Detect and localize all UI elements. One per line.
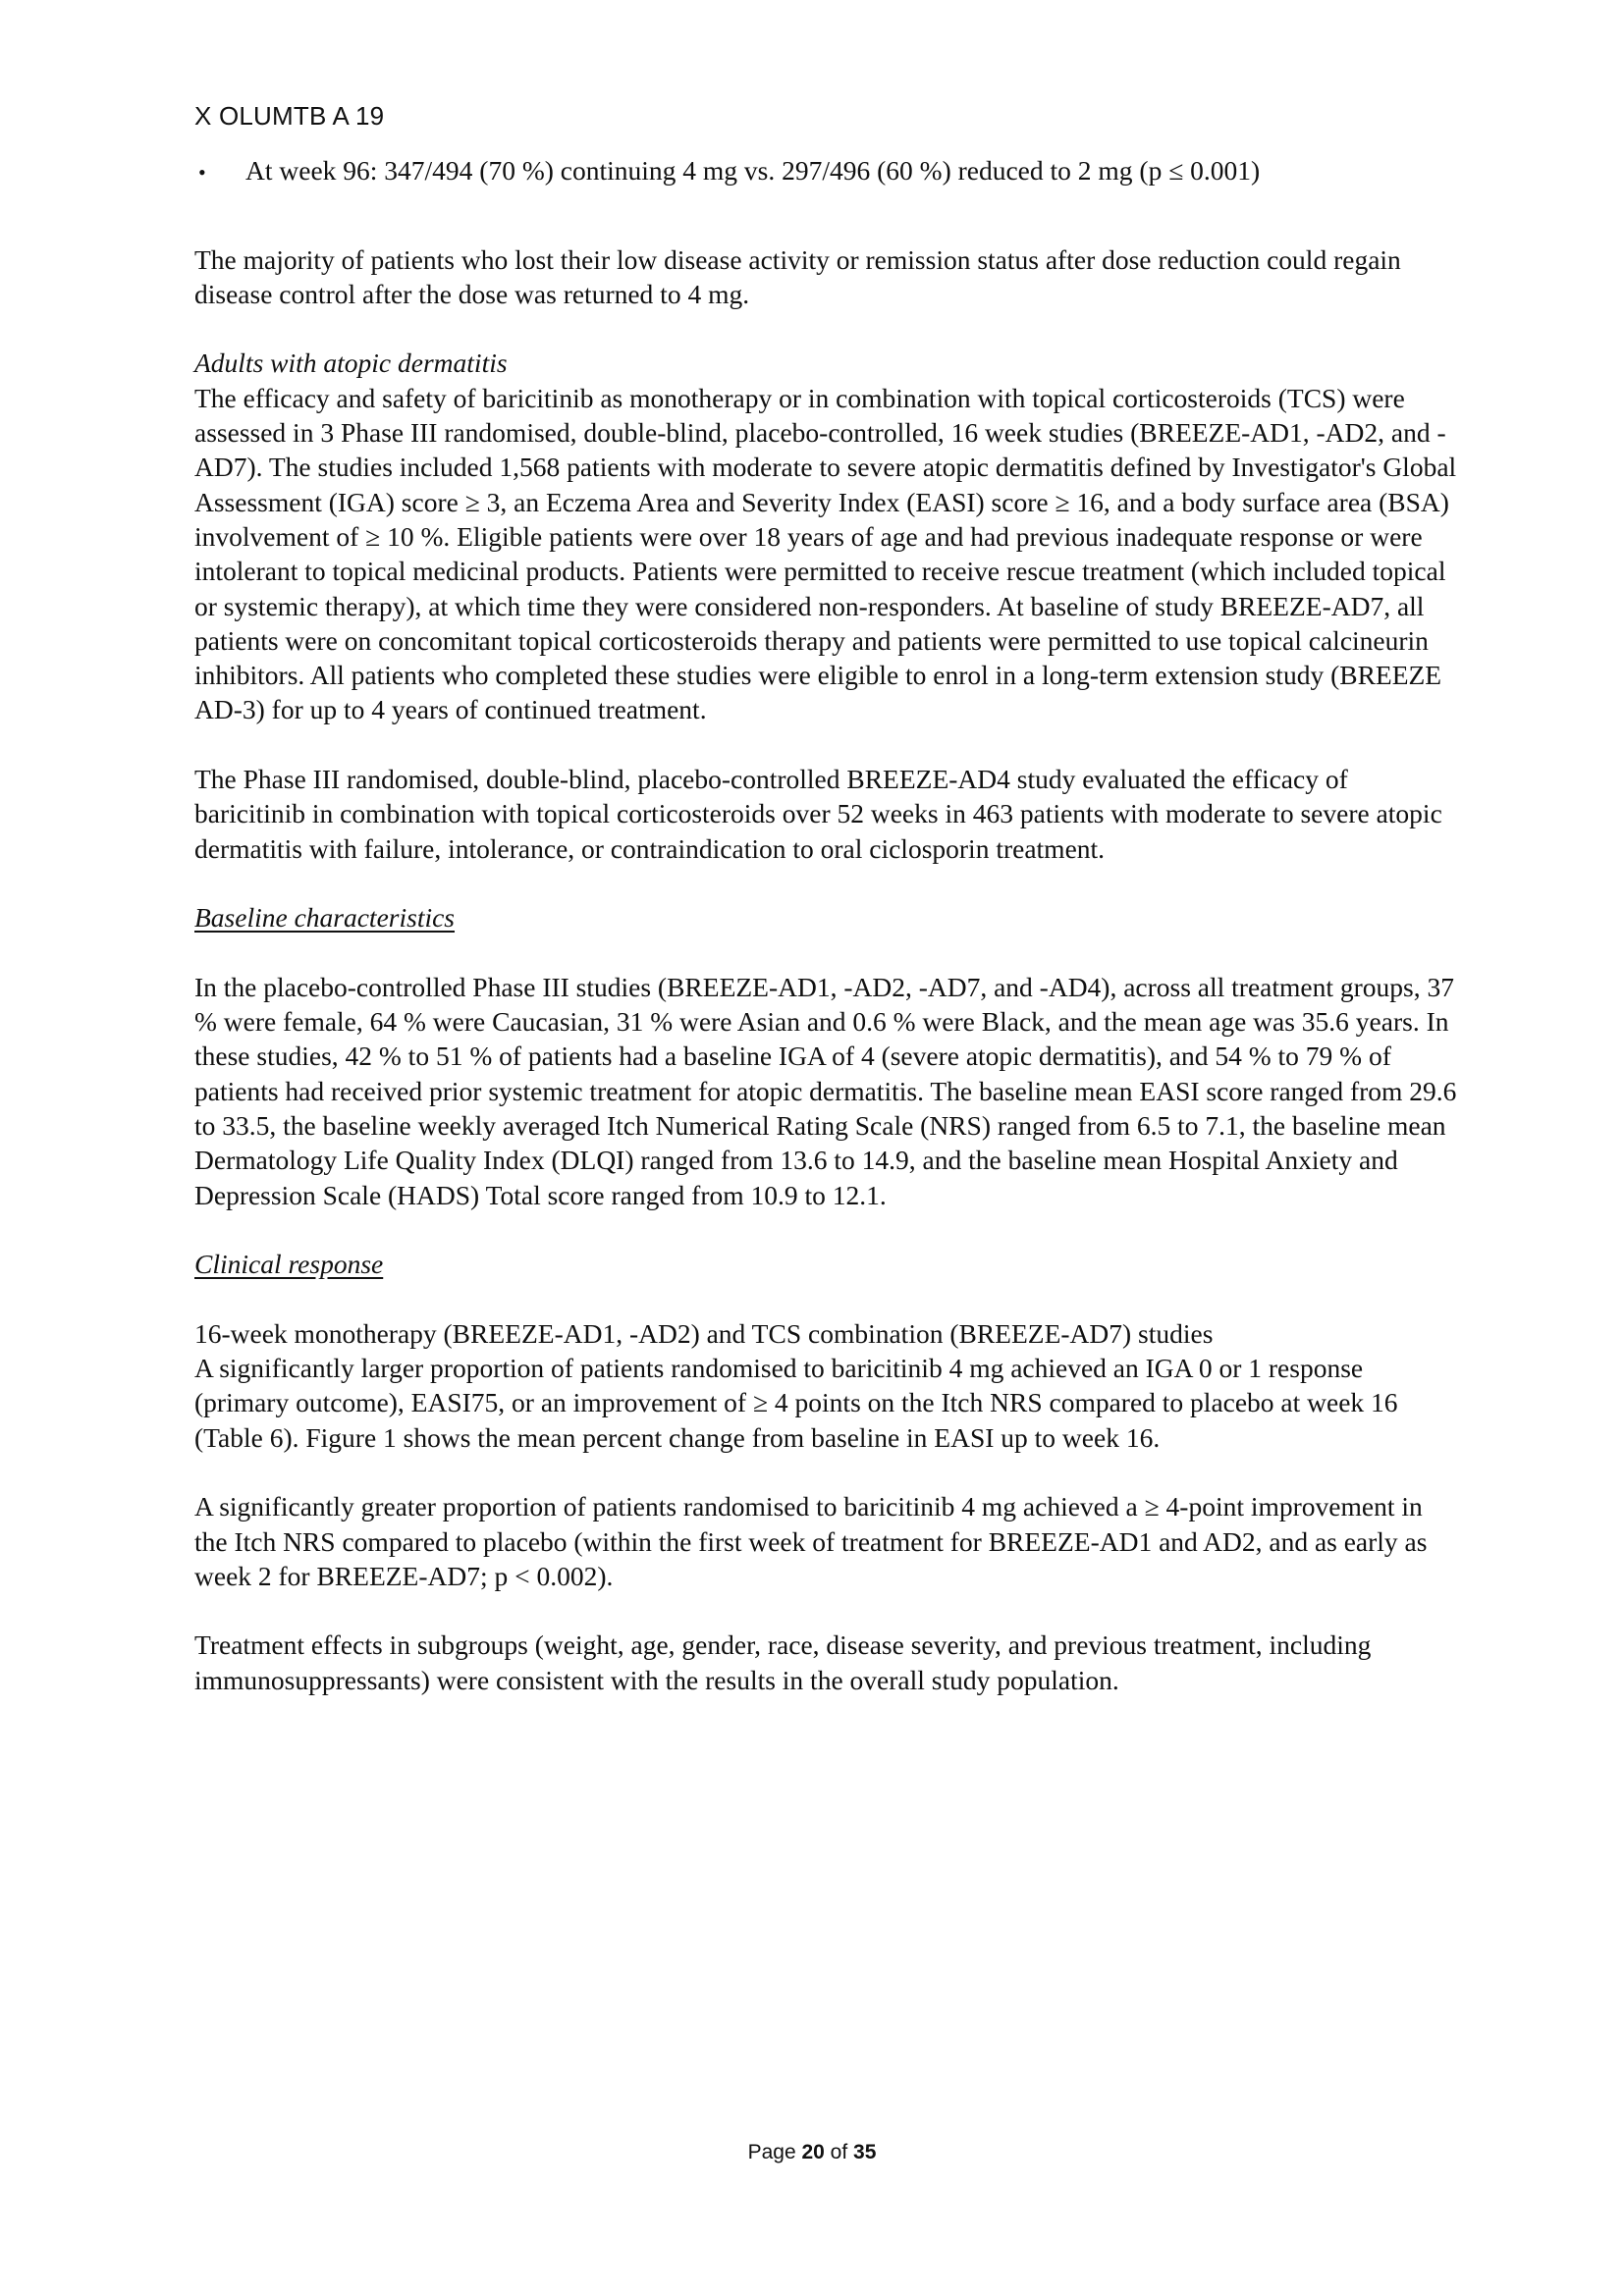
section-heading-baseline: Baseline characteristics [194, 902, 456, 934]
paragraph-adults-body: The efficacy and safety of baricitinib as monotherapy or in combination with topical corticosteroids (TCS) were assessed in 3 Phase III randomised, double-blind, placebo-controlled, 16 week studies (BREEZE-AD1, -AD2, and -AD7). The studies included 1,568 patients with moderate to severe atopic dermatitis defined by Investigator's Global Assessment (IGA) score ≥ 3, an Eczema Area and Severity Index (EASI) score ≥ 16, and a body surface area (BSA) involvement of ≥ 10 %. Eligible patients were over 18 years of age and had previous inadequate response or were intolerant to topical medicinal products. Patients were permitted to receive rescue treatment (which included topical or systemic therapy), at which time they were considered non-responders. At baseline of study BREEZE-AD7, all patients were on concomitant topical corticosteroids therapy and patients were permitted to use topical calcineurin inhibitors. All patients who completed these studies were eligible to enrol in a long-term extension study (BREEZE AD-3) for up to 4 years of continued treatment. [194, 382, 1457, 725]
page-label: Page [747, 2141, 802, 2163]
page-separator: of [824, 2141, 854, 2163]
bullet-text: At week 96: 347/494 (70 %) continuing 4 mg vs. 297/496 (60 %) reduced to 2 mg (p ≤ 0.001) [245, 155, 1261, 186]
page-current: 20 [801, 2141, 825, 2163]
clinical-subheading: 16-week monotherapy (BREEZE-AD1, -AD2) and TCS combination (BREEZE-AD7) studies [194, 1317, 1214, 1349]
paragraph-breeze-ad4: The Phase III randomised, double-blind, placebo-controlled BREEZE-AD4 study evaluated the efficacy of baricitinib in combination with topical corticosteroids over 52 weeks in 463 patients with moderate to severe atopic dermatitis with failure, intolerance, or contraindication to oral ciclosporin treatment. [194, 764, 1442, 864]
section-heading-adults: Adults with atopic dermatitis [194, 347, 508, 379]
paragraph-itch: A significantly greater proportion of patients randomised to baricitinib 4 mg achieved a ≥ 4-point improvement in the Itch NRS compared to placebo (within the first week of treatment for BREEZE-AD1 and AD2, and as early as week 2 for BREEZE-AD7; p < 0.002). [194, 1491, 1428, 1591]
paragraph-baseline-body: In the placebo-controlled Phase III studies (BREEZE-AD1, -AD2, -AD7, and -AD4), across all treatment groups, 37 % were female, 64 % were Caucasian, 31 % were Asian and 0.6 % were Black, and the mean age was 35.6 years. In these studies, 42 % to 51 % of patients had a baseline IGA of 4 (severe atopic dermatitis), and 54 % to 79 % of patients had received prior systemic treatment for atopic dermatitis. The baseline mean EASI score ranged from 29.6 to 33.5, the baseline weekly averaged Itch Numerical Rating Scale (NRS) ranged from 6.5 to 7.1, the baseline mean Dermatology Life Quality Index (DLQI) ranged from 13.6 to 14.9, and the baseline mean Hospital Anxiety and Depression Scale (HADS) Total score ranged from 10.9 to 12.1. [194, 971, 1457, 1210]
bullet-item [194, 153, 1461, 189]
paragraph-majority: The majority of patients who lost their low disease activity or remission status after dose reduction could regain disease control after the dose was returned to 4 mg. [194, 243, 1401, 309]
section-heading-clinical: Clinical response [194, 1249, 384, 1280]
paragraph-subgroups: Treatment effects in subgroups (weight, age, gender, race, disease severity, and previous treatment, including immunosuppressants) were consistent with the results in the overall study population. [194, 1629, 1372, 1695]
paragraph-clinical-body: A significantly larger proportion of patients randomised to baricitinib 4 mg achieved an IGA 0 or 1 response (primary outcome), EASI75, or an improvement of ≥ 4 points on the Itch NRS compared to placebo at week 16 (Table 6). Figure 1 shows the mean percent change from baseline in EASI up to week 16. [194, 1353, 1398, 1453]
bullet-icon: • [198, 160, 206, 185]
document-body [194, 153, 1461, 1697]
page-footer [0, 2141, 1624, 2164]
page-total: 35 [853, 2141, 877, 2163]
document-header: X OLUMTB A 19 [194, 101, 385, 131]
